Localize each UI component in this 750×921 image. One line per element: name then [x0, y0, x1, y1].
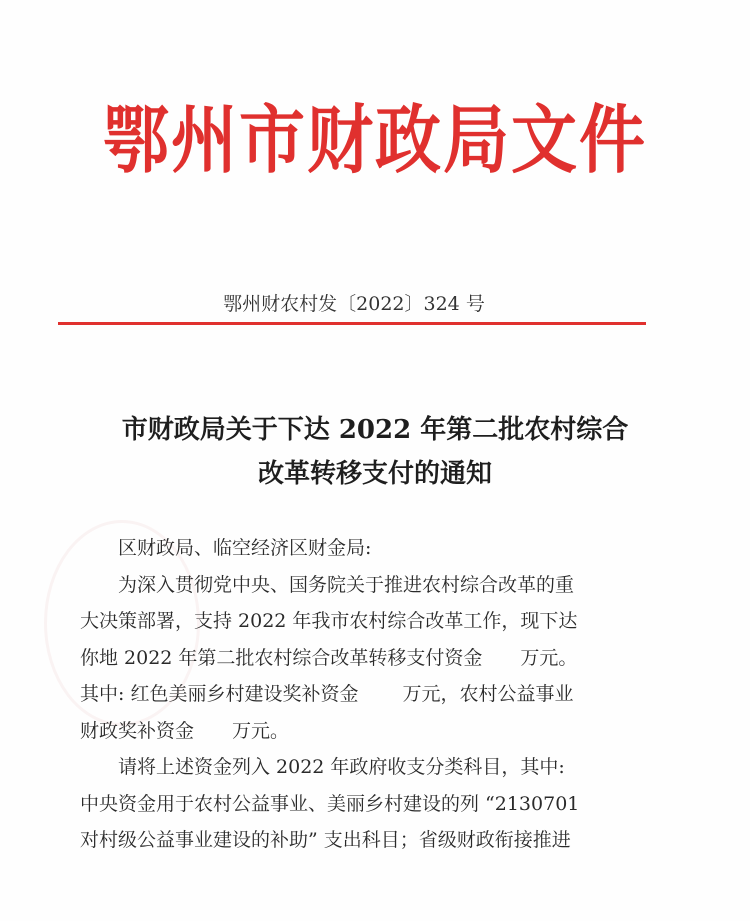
document-title: [60, 408, 690, 496]
title-line-1: 市财政局关于下达 2022 年第二批农村综合: [121, 415, 629, 445]
document-number: 鄂州财农村发〔2022〕324 号: [223, 293, 485, 315]
title-line-2: 改革转移支付的通知: [257, 459, 492, 489]
paragraph-1-line-3: 你地 2022 年第二批农村综合改革转移支付资金 万元。: [80, 646, 578, 669]
red-divider-line: [58, 322, 646, 325]
paragraph-1-line-2: 大决策部署，支持 2022 年我市农村综合改革工作，现下达: [80, 610, 578, 632]
addressee: 区财政局、临空经济区财金局:: [118, 537, 372, 559]
document-header: 鄂州市财政局文件: [103, 97, 647, 184]
paragraph-1-line-1: 为深入贯彻党中央、国务院关于推进农村综合改革的重: [118, 573, 575, 596]
paragraph-2-line-2: 中央资金用于农村公益事业、美丽乡村建设的列 “2130701: [80, 792, 580, 815]
paragraph-1-line-4: 其中: 红色美丽乡村建设奖补资金 万元，农村公益事业: [80, 683, 574, 705]
document-body: [80, 530, 640, 859]
paragraph-1-line-5: 财政奖补资金 万元。: [80, 719, 290, 742]
paragraph-2-line-1: 请将上述资金列入 2022 年政府收支分类科目，其中:: [118, 756, 565, 778]
paragraph-2-line-3: 对村级公益事业建设的补助” 支出科目；省级财政衔接推进: [80, 829, 571, 851]
